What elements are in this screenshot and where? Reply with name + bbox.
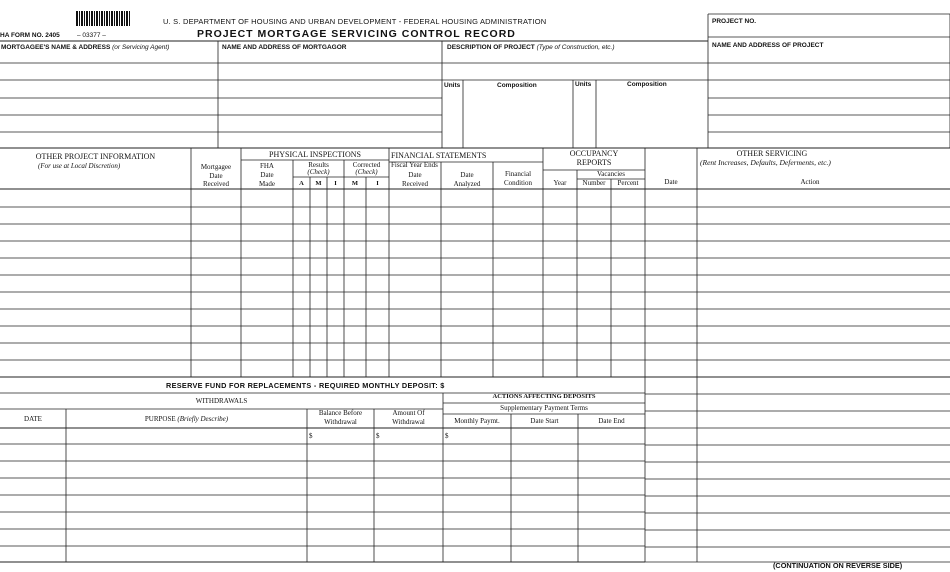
- department-heading: U. S. DEPARTMENT OF HOUSING AND URBAN DEVELOPMENT - FEDERAL HOUSING ADMINISTRATION: [163, 17, 547, 26]
- monthly-paymt-col: Monthly Paymt.: [454, 417, 500, 425]
- purpose-col: PURPOSE (Briefly Describe): [144, 415, 229, 423]
- mortgagee-col-2: Date: [209, 172, 223, 180]
- mortgagee-col-3: Received: [202, 180, 230, 188]
- supplementary-terms: Supplementary Payment Terms: [500, 404, 588, 412]
- corrected-label: Corrected: [352, 161, 381, 169]
- form-code: – 03377 –: [77, 32, 106, 39]
- monthly-dollar: $: [445, 432, 449, 440]
- barcode: [76, 11, 131, 26]
- form-number: HA FORM NO. 2405: [0, 32, 60, 39]
- project-name-label: NAME AND ADDRESS OF PROJECT: [712, 42, 824, 49]
- other-info-sub: (For use at Local Discretion): [38, 162, 121, 170]
- fha-col-2: Date: [260, 171, 274, 179]
- actions-deposits-heading: ACTIONS AFFECTING DEPOSITS: [492, 393, 596, 400]
- corrected-i: I: [376, 180, 379, 187]
- vacancies-label: Vacancies: [597, 170, 625, 178]
- servicing-action: Action: [800, 178, 820, 186]
- corrected-m: M: [351, 180, 359, 187]
- mortgagor-label: NAME AND ADDRESS OF MORTGAGOR: [222, 44, 347, 51]
- composition-label-2: Composition: [627, 81, 667, 88]
- amount-of-2: Withdrawal: [392, 418, 425, 426]
- results-i: I: [334, 180, 337, 187]
- date-start-col: Date Start: [530, 417, 559, 425]
- mortgagee-col-1: Mortgagee: [200, 163, 232, 171]
- amount-of-1: Amount Of: [392, 409, 425, 417]
- units-label-2: Units: [575, 81, 592, 88]
- results-check: (Check): [307, 168, 330, 176]
- withdrawal-date-col: DATE: [24, 415, 42, 423]
- fs-date-received-1: Date: [408, 171, 422, 179]
- reserve-fund-heading: RESERVE FUND FOR REPLACEMENTS - REQUIRED MONTHLY DEPOSIT: $: [166, 381, 445, 390]
- occupancy-year: Year: [553, 179, 567, 187]
- other-servicing-heading: OTHER SERVICING: [736, 149, 808, 158]
- fs-date-analyzed-1: Date: [460, 171, 474, 179]
- composition-label-1: Composition: [497, 82, 537, 89]
- project-no-label: PROJECT NO.: [712, 18, 757, 25]
- date-end-col: Date End: [598, 417, 625, 425]
- occupancy-heading-2: REPORTS: [576, 158, 612, 167]
- vacancies-percent: Percent: [617, 179, 639, 187]
- results-m: M: [315, 180, 322, 187]
- physical-inspections-heading: PHYSICAL INSPECTIONS: [269, 150, 361, 159]
- occupancy-heading-1: OCCUPANCY: [569, 149, 619, 158]
- continuation-note: (CONTINUATION ON REVERSE SIDE): [773, 561, 903, 570]
- fs-date-received-2: Received: [401, 180, 429, 188]
- amount-dollar: $: [376, 432, 380, 440]
- balance-dollar: $: [309, 432, 313, 440]
- fha-col-1: FHA: [259, 162, 274, 170]
- fs-date-analyzed-2: Analyzed: [453, 180, 481, 188]
- fiscal-year-ends: Fiscal Year Ends: [391, 161, 438, 169]
- financial-statements-heading: FINANCIAL STATEMENTS: [391, 151, 487, 160]
- description-label: DESCRIPTION OF PROJECT (Type of Construction, etc.): [447, 44, 615, 51]
- units-label-1: Units: [444, 82, 461, 89]
- other-servicing-sub: (Rent Increases, Defaults, Deferments, etc.): [700, 158, 831, 167]
- form-title: PROJECT MORTGAGE SERVICING CONTROL RECORD: [197, 28, 516, 40]
- servicing-date: Date: [664, 178, 678, 186]
- balance-before-1: Balance Before: [318, 409, 363, 417]
- financial-condition-2: Condition: [503, 179, 532, 187]
- fha-col-3: Made: [259, 180, 275, 188]
- corrected-check: (Check): [355, 168, 378, 176]
- results-a: A: [299, 180, 304, 187]
- withdrawals-heading: WITHDRAWALS: [195, 397, 248, 405]
- mortgagee-label: MORTGAGEE'S NAME & ADDRESS (or Servicing Agent): [1, 44, 170, 51]
- balance-before-2: Withdrawal: [324, 418, 357, 426]
- vacancies-number: Number: [582, 179, 606, 187]
- other-info-heading: OTHER PROJECT INFORMATION: [35, 152, 156, 161]
- results-label: Results: [308, 161, 329, 169]
- financial-condition-1: Financial: [504, 170, 532, 178]
